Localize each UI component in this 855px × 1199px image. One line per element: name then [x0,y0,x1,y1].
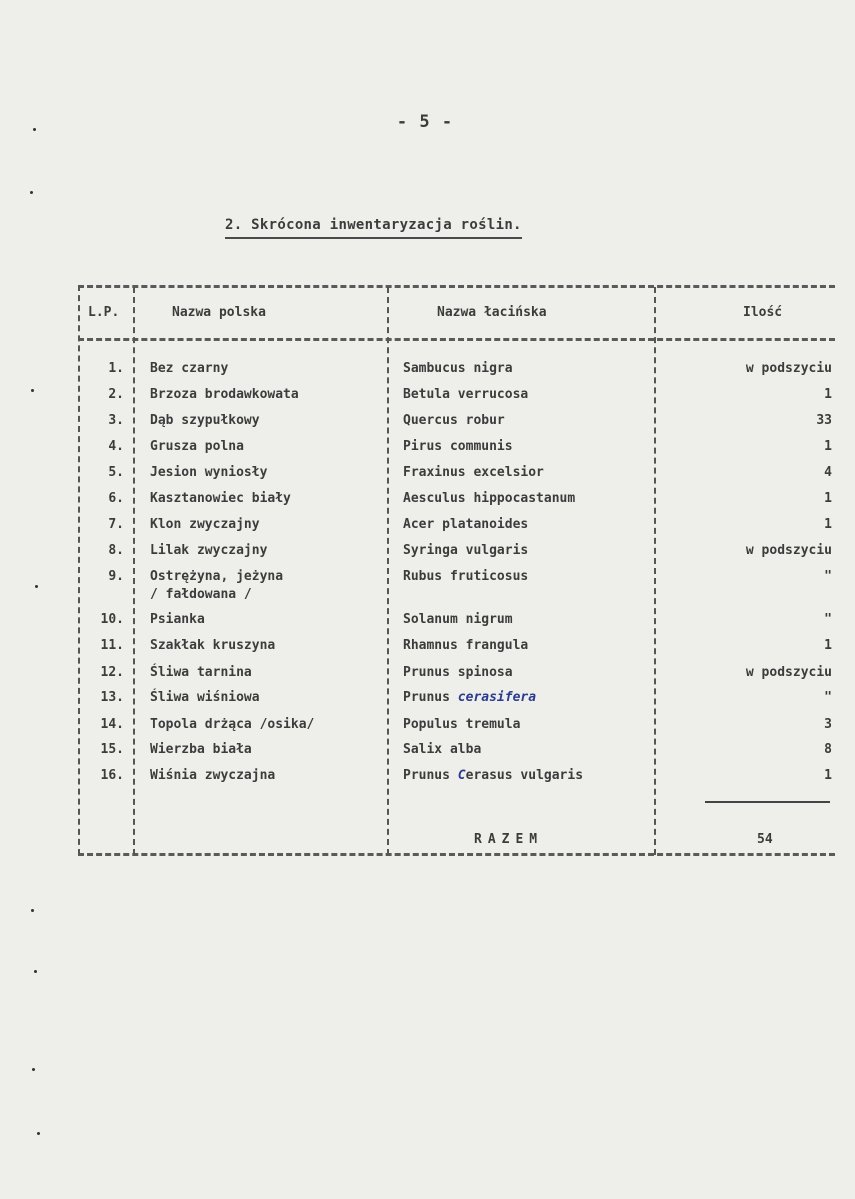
latin-name: Syringa vulgaris [403,543,529,558]
quantity: 33 [816,413,832,428]
quantity: w podszyciu [745,543,832,558]
margin-mark [31,389,34,392]
header-lp: L.P. [88,305,120,320]
margin-mark [33,128,36,131]
polish-name: Ostrężyna, jeżyna [150,569,284,584]
margin-mark [37,1132,40,1135]
quantity: " [824,690,832,705]
quantity: 1 [824,387,832,402]
table-top-rule [78,285,835,288]
margin-mark [31,909,34,912]
row-number: 8. [108,543,124,558]
latin-name-handwritten: cerasifera [457,690,537,705]
latin-name: Betula verrucosa [403,387,529,402]
latin-name: Populus tremula [403,717,521,732]
row-number: 6. [108,491,124,506]
row-number: 5. [108,465,124,480]
quantity: 4 [824,465,832,480]
sum-underline [705,801,830,803]
quantity: 1 [824,439,832,454]
row-number: 4. [108,439,124,454]
quantity: w podszyciu [745,361,832,376]
row-number: 15. [100,742,124,757]
latin-name-printed: Prunus [403,768,458,783]
section-title: 2. Skrócona inwentaryzacja roślin. [225,217,522,239]
latin-name [403,767,583,785]
polish-name: Bez czarny [150,361,229,376]
margin-mark [30,191,33,194]
polish-name: Lilak zwyczajny [150,543,268,558]
latin-name-printed: Prunus [403,690,458,705]
table-bottom-rule [78,853,835,856]
polish-name: Dąb szypułkowy [150,413,260,428]
header-polish-name: Nazwa polska [172,305,266,320]
latin-name [403,689,536,707]
header-bottom-rule [78,338,835,341]
column-divider-lp [133,287,135,855]
polish-name: Wierzba biała [150,742,252,757]
polish-name-continued: / fałdowana / [150,587,252,602]
total-label: RAZEM [474,832,544,847]
row-number: 12. [100,665,124,680]
quantity: 3 [824,717,832,732]
polish-name: Psianka [150,612,205,627]
polish-name: Śliwa tarnina [150,665,252,680]
latin-name: Fraxinus excelsior [403,465,544,480]
latin-name: Acer platanoides [403,517,529,532]
polish-name: Kasztanowiec biały [150,491,291,506]
latin-name: Aesculus hippocastanum [403,491,576,506]
page-number: - 5 - [396,112,454,132]
column-divider-polish [387,287,389,855]
table-left-rule [78,285,80,855]
row-number: 3. [108,413,124,428]
latin-name: Rubus fruticosus [403,569,529,584]
row-number: 16. [100,768,124,783]
latin-name-printed-rest: erasus vulgaris [465,768,584,783]
header-quantity: Ilość [743,305,783,320]
row-number: 13. [100,690,124,705]
total-value: 54 [757,832,773,847]
quantity: 1 [824,768,832,783]
quantity: 1 [824,491,832,506]
row-number: 14. [100,717,124,732]
latin-name: Prunus spinosa [403,665,513,680]
quantity: w podszyciu [745,665,832,680]
quantity: 1 [824,638,832,653]
row-number: 9. [108,569,124,584]
row-number: 1. [108,361,124,376]
column-divider-latin [654,287,656,855]
polish-name: Jesion wyniosły [150,465,268,480]
margin-mark [34,970,37,973]
polish-name: Topola drżąca /osika/ [150,717,315,732]
row-number: 11. [100,638,124,653]
quantity: " [824,569,832,584]
row-number: 2. [108,387,124,402]
latin-name-handwritten: C [457,768,466,783]
latin-name: Pirus communis [403,439,513,454]
polish-name: Wiśnia zwyczajna [150,768,276,783]
header-latin-name: Nazwa łacińska [437,305,547,320]
latin-name: Sambucus nigra [403,361,513,376]
latin-name: Solanum nigrum [403,612,513,627]
quantity: 1 [824,517,832,532]
quantity: 8 [824,742,832,757]
polish-name: Szakłak kruszyna [150,638,276,653]
polish-name: Śliwa wiśniowa [150,690,260,705]
latin-name: Quercus robur [403,413,505,428]
row-number: 10. [100,612,124,627]
margin-mark [35,585,38,588]
polish-name: Brzoza brodawkowata [150,387,299,402]
latin-name: Rhamnus frangula [403,638,529,653]
polish-name: Klon zwyczajny [150,517,260,532]
margin-mark [32,1068,35,1071]
row-number: 7. [108,517,124,532]
quantity: " [824,612,832,627]
latin-name: Salix alba [403,742,482,757]
polish-name: Grusza polna [150,439,244,454]
